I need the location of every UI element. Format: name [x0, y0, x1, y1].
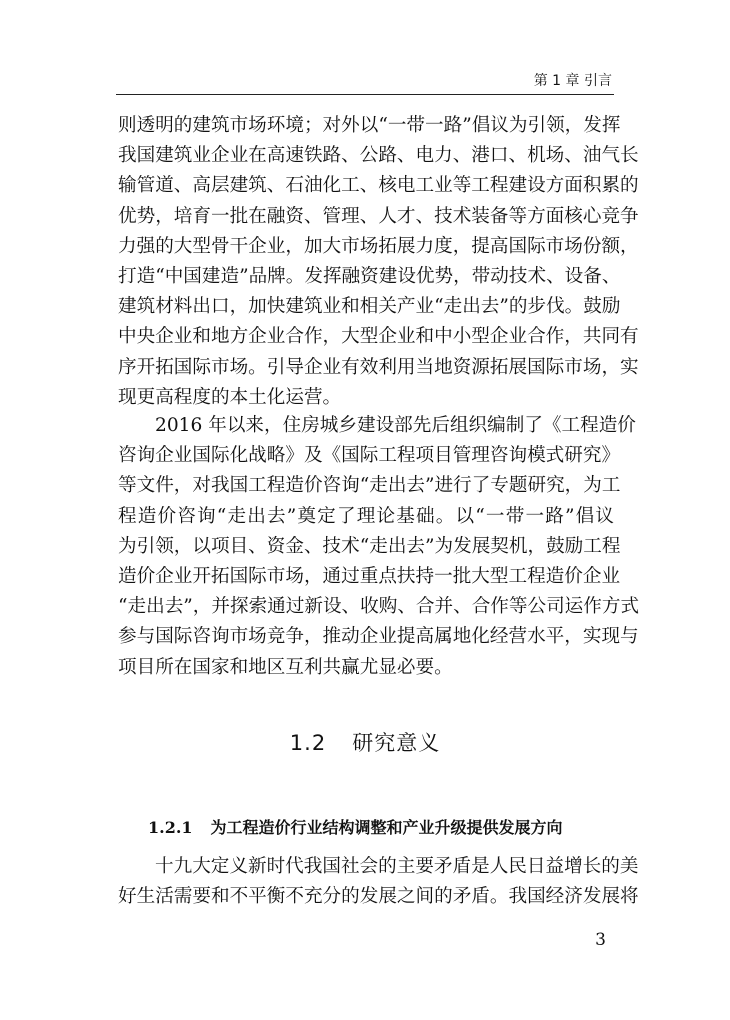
subsection-title: 为工程造价行业结构调整和产业升级提供发展方向: [210, 818, 563, 837]
text-line: 我国建筑业企业在高速铁路、公路、电力、港口、机场、油气长: [118, 145, 639, 167]
section-number: 1.2: [289, 731, 327, 755]
text-line: 参与国际咨询市场竞争，推动企业提高属地化经营水平，实现与: [118, 626, 639, 648]
text-line: 咨询企业国际化战略》及《国际工程项目管理咨询模式研究》: [118, 445, 621, 467]
text-line: 建筑材料出口，加快建筑业和相关产业“走出去”的步伐。鼓励: [118, 296, 621, 318]
header-rule: [116, 94, 614, 95]
section-title: 研究意义: [352, 731, 441, 755]
text-line: 十九大定义新时代我国社会的主要矛盾是人民日益增长的美: [155, 856, 639, 877]
text-line: 则透明的建筑市场环境；对外以“一带一路”倡议为引领，发挥: [118, 115, 621, 136]
chapter-header: 第 1 章 引言: [533, 73, 612, 89]
section-heading: [0, 727, 730, 757]
text-line: 中央企业和地方企业合作，大型企业和中小型企业合作，共同有: [118, 326, 639, 348]
text-line: 打造“中国建造”品牌。发挥融资建设优势，带动技术、设备、: [118, 266, 621, 288]
paragraph-1: [118, 111, 639, 413]
text-line: 等文件，对我国工程造价咨询“走出去”进行了专题研究，为工: [118, 475, 621, 497]
text-line: 优势，培育一批在融资、管理、人才、技术装备等方面核心竞争: [118, 205, 639, 227]
text-line: 造价企业开拓国际市场，通过重点扶持一批大型工程造价企业: [118, 566, 621, 588]
text-line: 现更高程度的本土化运营。: [118, 386, 342, 408]
text-line: 输管道、高层建筑、石油化工、核电工业等工程建设方面积累的: [118, 175, 639, 197]
text-line: 项目所在国家和地区互利共赢尤显必要。: [118, 656, 453, 678]
page-number: 3: [595, 930, 606, 950]
paragraph-3: [118, 852, 639, 912]
text-line: 好生活需要和不平衡不充分的发展之间的矛盾。我国经济发展将: [118, 886, 639, 908]
text-line: 程造价咨询“走出去”奠定了理论基础。以“一带一路”倡议: [118, 505, 614, 527]
text-line: 力强的大型骨干企业，加大市场拓展力度，提高国际市场份额，: [118, 235, 639, 257]
paragraph-2: [118, 411, 640, 683]
text-line: 序开拓国际市场。引导企业有效利用当地资源拓展国际市场，实: [118, 356, 639, 378]
text-line: 为引领，以项目、资金、技术“走出去”为发展契机，鼓励工程: [118, 535, 621, 557]
text-line: 2016 年以来，住房城乡建设部先后组织编制了《工程造价: [155, 415, 636, 436]
subsection-heading: [148, 815, 563, 838]
text-line: “走出去”，并探索通过新设、收购、合并、合作等公司运作方式: [118, 596, 640, 618]
subsection-number: 1.2.1: [148, 818, 193, 837]
